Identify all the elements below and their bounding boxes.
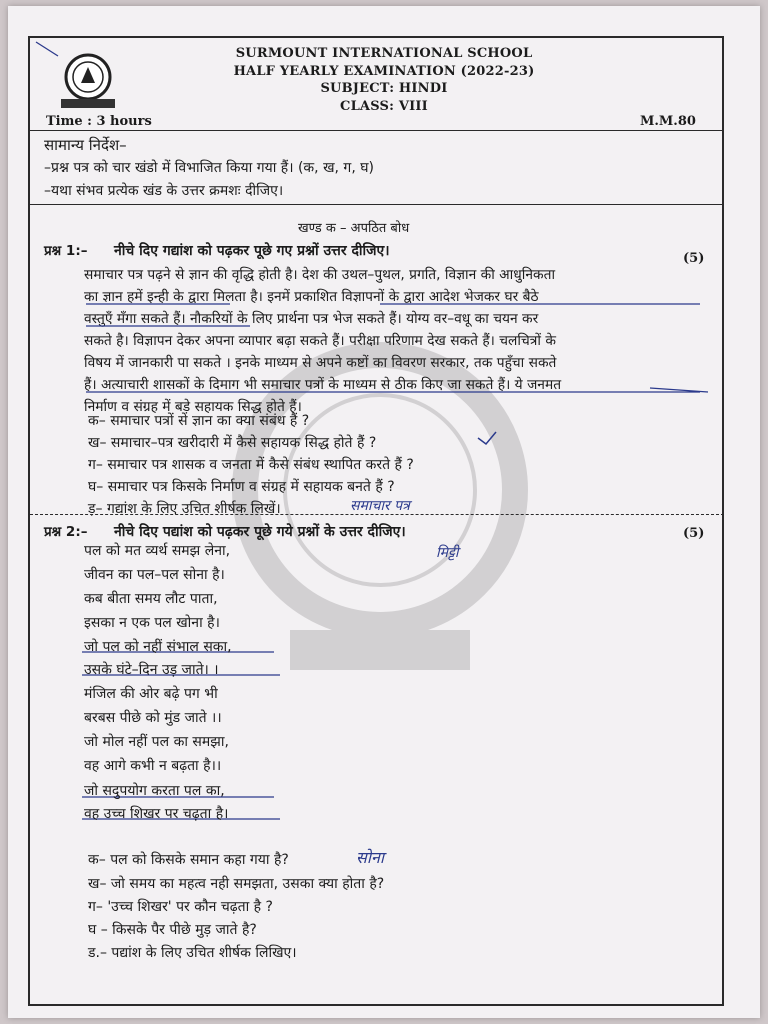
exam-title: HALF YEARLY EXAMINATION (2022-23): [233, 64, 535, 79]
q1-question: ड़– गद्यांश के लिए उचित शीर्षक लिखें।: [88, 501, 281, 517]
q1-question: क– समाचार पत्रों से ज्ञान का क्या संबंध हैं ?: [88, 413, 310, 429]
q2-question: ग– 'उच्च शिखर' पर कौन चढ़ता है ?: [88, 899, 273, 915]
poem-line: कब बीता समय लौट पाता,: [84, 591, 218, 607]
class: CLASS: VIII: [340, 99, 428, 114]
poem-line: मंजिल की ओर बढ़े पग भी: [84, 686, 218, 702]
q1-question: ग– समाचार पत्र शासक व जनता में कैसे संबंध स्थापित करते हैं ?: [88, 457, 414, 473]
subject: SUBJECT: HINDI: [320, 81, 448, 96]
time: Time : 3 hours: [46, 114, 152, 129]
section-title: खण्ड क – अपठित बोध: [298, 221, 410, 236]
poem-line: जीवन का पल–पल सोना है।: [84, 567, 225, 583]
poem-line: उसके घंटे–दिन उड़ जाते। ।: [84, 662, 219, 678]
poem-line: बरबस पीछे को मुंड जाते ।।: [84, 710, 222, 726]
divider: [30, 514, 724, 515]
q1-question: घ– समाचार पत्र किसके निर्माण व संग्रह में सहायक बनते हैं ?: [88, 479, 395, 495]
poem-line: वह उच्च शिखर पर चढ़ता है।: [84, 806, 229, 822]
poem-line: जो पल को नहीं संभाल सका,: [84, 639, 232, 655]
poem-line: जो सदुपयोग करता पल का,: [84, 783, 225, 799]
q1-marks: (5): [683, 251, 705, 266]
q2-marks: (5): [683, 526, 705, 541]
poem-line: पल को मत व्यर्थ समझ लेना,: [84, 543, 231, 559]
passage-line: का ज्ञान हमें इन्ही के द्वारा मिलता है। इनमें प्रकाशित विज्ञापनों के द्वारा आदेश भेजकर घर बैठे: [84, 289, 539, 305]
q2-handwritten-answer: सोना: [356, 848, 384, 867]
instruction-line: –प्रश्न पत्र को चार खंडो में विभाजित किया गया हैं। (क, ख, ग, घ): [44, 160, 374, 176]
q2-label: प्रश्न 2:–: [44, 524, 88, 540]
q2-question: ड.– पद्यांश के लिए उचित शीर्षक लिखिए।: [88, 945, 297, 961]
instruction-line: –यथा संभव प्रत्येक खंड के उत्तर क्रमशः दीजिए।: [44, 183, 284, 199]
passage-line: निर्माण व संग्रह में बड़े सहायक सिद्ध होते हैं।: [84, 399, 302, 415]
instructions-title: सामान्य निर्देश–: [44, 136, 127, 154]
passage-line: सकते है। विज्ञापन देकर अपना व्यापार बढ़ा सकते हैं। परीक्षा परिणाम देख सकते हैं। चलचित्रों के: [84, 333, 556, 349]
q2-question: घ – किसके पैर पीछे मुड़ जाते है?: [88, 922, 257, 938]
q1-prompt: नीचे दिए गद्यांश को पढ़कर पूछे गए प्रश्नों उत्तर दीजिए।: [114, 243, 390, 259]
q2-question: ख– जो समय का महत्व नही समझता, उसका क्या होता है?: [88, 876, 385, 892]
passage-line: समाचार पत्र पढ़ने से ज्ञान की वृद्धि होती है। देश की उथल–पुथल, प्रगति, विज्ञान की आधुनिकता: [84, 267, 556, 283]
poem-line: वह आगे कभी न बढ़ता है।।: [84, 758, 222, 774]
q2-handwritten-note: मिट्टी: [436, 545, 459, 561]
q1-handwritten-answer: समाचार पत्र: [350, 498, 410, 514]
school-name: SURMOUNT INTERNATIONAL SCHOOL: [235, 46, 533, 61]
passage-line: हैं। अत्याचारी शासकों के दिमाग भी समाचार पत्रों के माध्यम से ठीक किए जा सकते हैं। ये जनमत: [84, 377, 562, 393]
poem-line: जो मोल नहीं पल का समझा,: [84, 734, 229, 750]
q2-prompt: नीचे दिए पद्यांश को पढ़कर पूछे गये प्रश्नों के उत्तर दीजिए।: [114, 524, 406, 540]
passage-line: वस्तुएँ मँगा सकते हैं। नौकरियों के लिए प्रार्थना पत्र भेज सकते हैं। योग्य वर–वधू का चयन कर: [84, 311, 539, 327]
q1-label: प्रश्न 1:–: [44, 243, 88, 259]
q1-question: ख– समाचार–पत्र खरीदारी में कैसे सहायक सिद्ध होते हैं ?: [88, 435, 377, 451]
max-marks: M.M.80: [640, 114, 696, 129]
poem-line: इसका न एक पल खोना है।: [84, 615, 220, 631]
passage-line: विषय में जानकारी पा सकते । इनके माध्यम से अपने कष्टों का विवरण सरकार, तक पहुँचा सकते: [84, 355, 557, 371]
q2-question: क– पल को किसके समान कहा गया है?: [88, 852, 289, 868]
